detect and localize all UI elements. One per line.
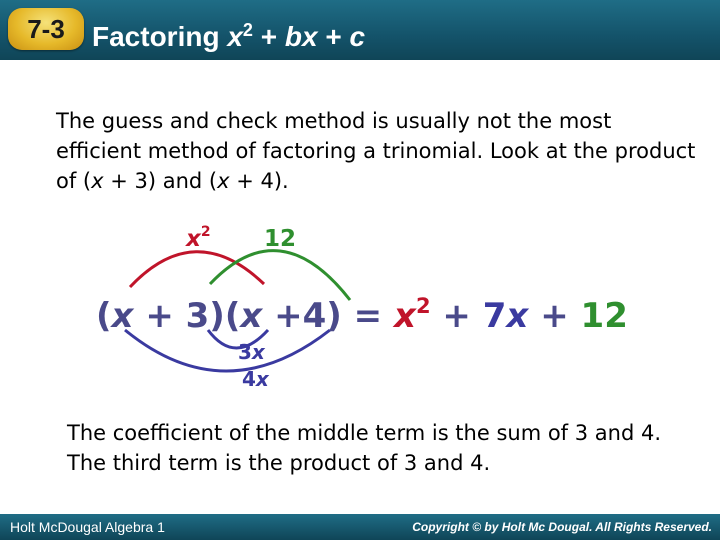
label-four-x xyxy=(242,367,269,391)
label-x2-var: x xyxy=(186,226,201,252)
eq-x1: x xyxy=(111,296,134,336)
lesson-number: 7-3 xyxy=(27,14,65,44)
label-3x-num: 3 xyxy=(238,340,252,364)
intro-text-a: The guess and check method is usually not the most efficient method of factoring a trinomial. Look at the product of ( xyxy=(56,109,696,193)
title-plus-2: + xyxy=(317,21,350,52)
intro-var-1: x xyxy=(91,169,104,193)
eq-rhs-exp: 2 xyxy=(415,294,431,318)
intro-text-b: + 3) and ( xyxy=(103,169,218,193)
title-bx: bx xyxy=(284,21,318,52)
eq-x2: x xyxy=(240,296,263,336)
label-twelve: 12 xyxy=(264,226,297,252)
label-x2-exp: 2 xyxy=(200,224,211,240)
label-three-x xyxy=(238,340,265,364)
label-x-squared xyxy=(186,224,211,252)
factored-equation xyxy=(96,282,628,340)
eq-rhs-coef: 7 xyxy=(482,296,507,336)
eq-rhs-x: x xyxy=(394,296,416,336)
title-x: x xyxy=(227,21,243,52)
footer-course: Holt McDougal Algebra 1 xyxy=(10,519,165,535)
intro-text-c: + 4). xyxy=(229,169,289,193)
title-exponent: 2 xyxy=(242,20,253,40)
intro-var-2: x xyxy=(217,169,230,193)
footer-bar xyxy=(0,514,720,540)
eq-open: ( xyxy=(96,296,112,336)
label-3x-var: x xyxy=(251,340,265,364)
conclusion-paragraph: The coefficient of the middle term is the sum of 3 and 4. The third term is the product of 3 and 4. xyxy=(67,421,661,475)
eq-mid2: +4) = xyxy=(262,296,395,336)
footer-copyright: Copyright © by Holt Mc Dougal. All Rights Reserved. xyxy=(412,520,712,534)
eq-plus1: + xyxy=(430,296,483,336)
title-plus-1: + xyxy=(252,21,285,52)
title-c: c xyxy=(349,21,366,52)
eq-mid1: + 3)( xyxy=(133,296,241,336)
eq-rhs-var: x xyxy=(506,296,529,336)
eq-plus2: + xyxy=(528,296,581,336)
eq-rhs-const: 12 xyxy=(580,296,628,336)
label-4x-num: 4 xyxy=(242,367,256,391)
title-prefix: Factoring xyxy=(92,21,228,52)
label-4x-var: x xyxy=(255,367,269,391)
